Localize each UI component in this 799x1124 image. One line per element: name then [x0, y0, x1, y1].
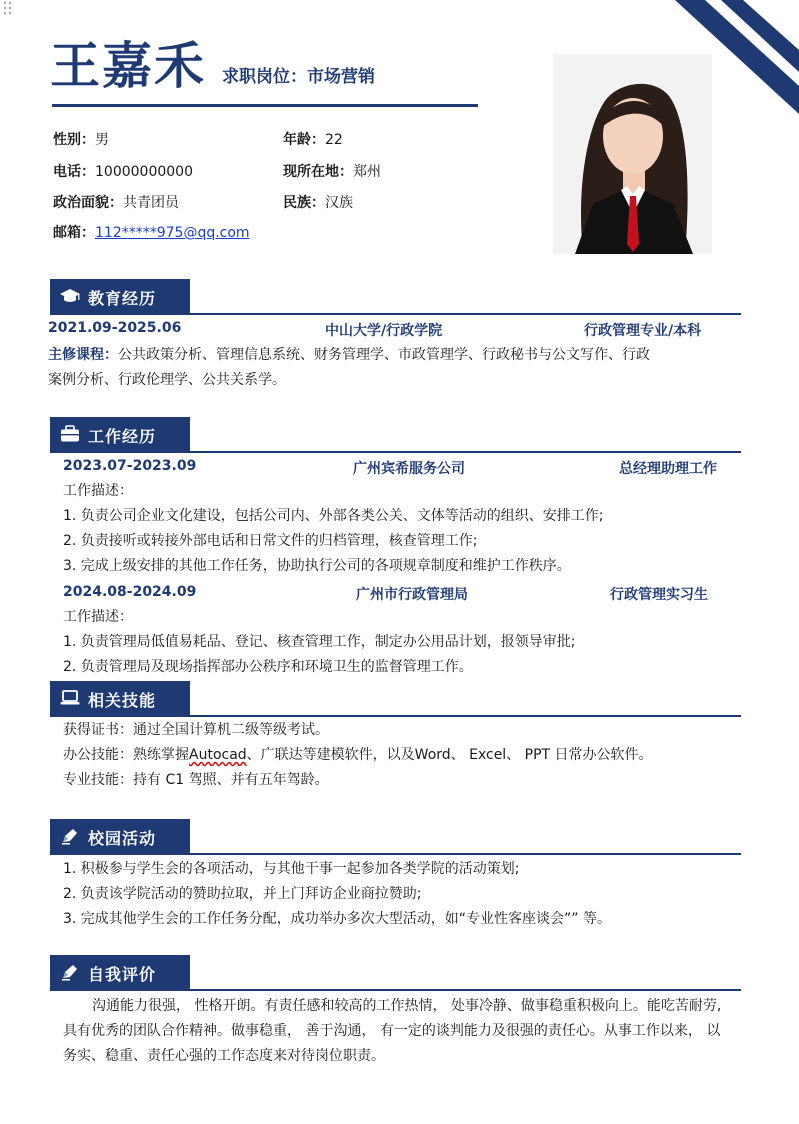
- gender-label: 性别：: [53, 132, 95, 148]
- job-2-role: 行政管理实习生: [610, 587, 708, 603]
- job-1-item-2: 2. 负责接听或转接外部电话和日常文件的归档管理，核查管理工作;: [63, 533, 478, 549]
- spellcheck-flagged-word: Autocad: [189, 747, 247, 763]
- ethnicity-label: 民族：: [283, 195, 325, 211]
- age-value: 22: [325, 132, 343, 148]
- email-label: 邮箱：: [53, 225, 95, 241]
- section-header-skills: [50, 681, 741, 717]
- skill-office-rest: 、广联达等建模软件，以及Word、 Excel、 PPT 日常办公软件。: [246, 747, 653, 763]
- job-1-item-1: 1. 负责公司企业文化建设，包括公司内、外部各类公关、文体等活动的组织、安排工作;: [63, 508, 604, 524]
- job-1-desc-label: 工作描述：: [63, 483, 133, 499]
- political-row: [53, 194, 179, 212]
- ethnicity-row: [283, 194, 353, 212]
- job-2-item-1: 1. 负责管理局低值易耗品、登记、核查管理工作，制定办公用品计划，报领导审批;: [63, 634, 576, 650]
- phone-value: 10000000000: [95, 164, 193, 180]
- education-school: 中山大学/行政学院: [325, 323, 443, 339]
- skill-pro: 专业技能：持有 C1 驾照、并有五年驾龄。: [63, 772, 329, 788]
- drag-handle-icon[interactable]: [4, 2, 12, 16]
- section-header-self: [50, 955, 741, 991]
- profile-photo: [553, 54, 712, 254]
- candidate-name: 王嘉禾: [50, 37, 206, 95]
- courses-text-1: 公共政策分析、管理信息系统、财务管理学、市政管理学、行政秘书与公文写作、行政: [118, 347, 650, 363]
- job-2-desc-label: 工作描述：: [63, 609, 133, 625]
- briefcase-icon: [60, 425, 80, 443]
- age-label: 年龄：: [283, 132, 325, 148]
- job-1-item-3: 3. 完成上级安排的其他工作任务，协助执行公司的各项规章制度和维护工作秩序。: [63, 558, 571, 574]
- skill-cert: 获得证书：通过全国计算机二级等级考试。: [63, 722, 329, 738]
- job-2-period: 2024.08-2024.09: [63, 584, 197, 600]
- gender-value: 男: [95, 132, 109, 148]
- location-row: [283, 163, 381, 181]
- courses-line-2: 案例分析、行政伦理学、公共关系学。: [48, 372, 286, 388]
- campus-item-2: 2. 负责该学院活动的赞助拉取，并上门拜访企业商拉赞助;: [63, 886, 422, 902]
- email-row: [53, 224, 250, 242]
- skill-office-prefix: 办公技能：熟练掌握: [63, 747, 189, 763]
- courses-line-1: [48, 343, 748, 368]
- section-header-education: [50, 279, 741, 315]
- self-eval-line-3: 务实、稳重、责任心强的工作态度来对待岗位职责。: [63, 1048, 385, 1064]
- section-title-education: 教育经历: [88, 289, 157, 308]
- email-link[interactable]: 112*****975@qq.com: [95, 225, 250, 241]
- graduation-cap-icon: [60, 287, 80, 305]
- education-period: 2021.09-2025.06: [48, 320, 182, 336]
- section-title-campus: 校园活动: [88, 829, 157, 848]
- campus-item-3: 3. 完成其他学生会的工作任务分配，成功举办多次大型活动，如“专业性客座谈会”” 等。: [63, 911, 612, 927]
- gender-row: [53, 131, 109, 149]
- political-value: 共青团员: [123, 195, 179, 211]
- section-title-skills: 相关技能: [88, 691, 157, 710]
- pen-icon: [60, 963, 80, 981]
- job-1-period: 2023.07-2023.09: [63, 458, 197, 474]
- education-major: 行政管理专业/本科: [584, 323, 702, 339]
- location-label: 现所在地：: [283, 164, 353, 180]
- phone-label: 电话：: [53, 164, 95, 180]
- section-header-campus: [50, 819, 741, 855]
- self-eval-line-1: 沟通能力很强， 性格开朗。有责任感和较高的工作热情， 处事冷静、做事稳重积极向上。能吃苦耐劳,: [92, 998, 722, 1014]
- campus-item-1: 1. 积极参与学生会的各项活动，与其他干事一起参加各类学院的活动策划;: [63, 861, 520, 877]
- section-title-work: 工作经历: [88, 427, 157, 446]
- political-label: 政治面貌：: [53, 195, 123, 211]
- job-target: 求职岗位：市场营销: [222, 67, 375, 87]
- skill-office: [63, 743, 653, 768]
- job-1-company: 广州宾希服务公司: [353, 461, 465, 477]
- section-title-self: 自我评价: [88, 965, 157, 984]
- phone-row: [53, 163, 193, 181]
- pen-icon: [60, 827, 80, 845]
- courses-label: 主修课程：: [48, 347, 118, 363]
- location-value: 郑州: [353, 164, 381, 180]
- job-2-company: 广州市行政管理局: [356, 587, 468, 603]
- job-1-role: 总经理助理工作: [619, 461, 717, 477]
- self-eval-line-2: 具有优秀的团队合作精神。做事稳重， 善于沟通， 有一定的谈判能力及很强的责任心。从事工作以来， 以: [63, 1023, 721, 1039]
- laptop-icon: [60, 689, 80, 707]
- job-2-item-2: 2. 负责管理局及现场指挥部办公秩序和环境卫生的监督管理工作。: [63, 659, 473, 675]
- header-divider: [52, 104, 478, 107]
- age-row: [283, 131, 343, 149]
- section-header-work: [50, 417, 741, 453]
- ethnicity-value: 汉族: [325, 195, 353, 211]
